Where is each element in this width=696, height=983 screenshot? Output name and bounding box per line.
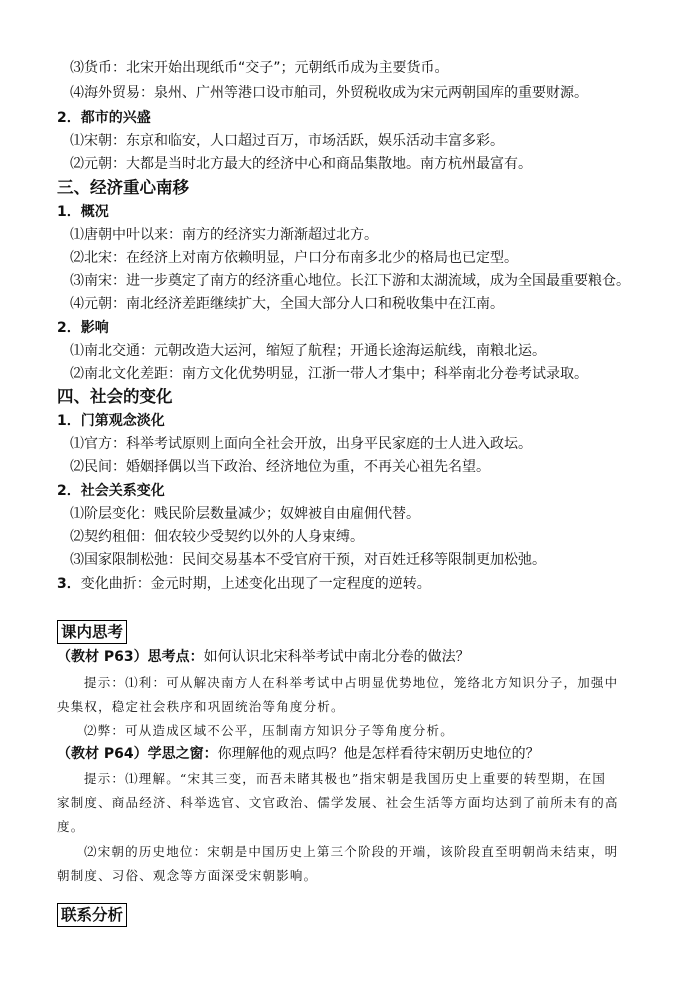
impact-heading: 2．影响 (57, 320, 109, 336)
relation-heading: 2．社会关系变化 (57, 483, 165, 499)
question-2-text: 你理解他的观点吗？他是怎样看待宋朝历史地位的？ (217, 746, 540, 762)
question-2-tag: （教材 P64）学思之窗： (57, 746, 218, 762)
question-2 (57, 744, 540, 764)
impact-line-2: ⑵南北文化差距：南方文化优势明显，江浙一带人才集中；科举南北分卷考试录取。 (70, 366, 588, 382)
section-heading-social: 四、社会的变化 (57, 387, 173, 406)
answer-1-line-3: ⑵弊：可从造成区域不公平，压制南方知识分子等角度分析。 (84, 723, 454, 738)
section-heading-shift: 三、经济重心南移 (57, 178, 189, 197)
gate-line-2: ⑵民间：婚姻择偶以当下政治、经济地位为重，不再关心祖先名望。 (70, 459, 490, 475)
answer-1-line-2: 央集权，稳定社会秩序和巩固统治等角度分析。 (57, 699, 345, 714)
overview-line-2: ⑵北宋：在经济上对南方依赖明显，户口分布南多北少的格局也已定型。 (70, 250, 518, 266)
impact-line-1: ⑴南北交通：元朝改造大运河，缩短了航程；开通长途海运航线，南粮北运。 (70, 343, 546, 359)
twist-text: 变化曲折：金元时期，上述变化出现了一定程度的逆转。 (80, 576, 431, 592)
answer-2-line-1: 提示：⑴理解。“宋其三变，而吾未睹其极也”指宋朝是我国历史上重要的转型期，在国 (84, 771, 607, 786)
overview-line-1: ⑴唐朝中叶以来：南方的经济实力渐渐超过北方。 (70, 227, 378, 243)
think-box-label: 课内思考 (57, 620, 127, 644)
cities-heading: 2．都市的兴盛 (57, 110, 151, 126)
question-1-text: 如何认识北宋科举考试中南北分卷的做法？ (203, 649, 470, 665)
answer-1-line-1: 提示：⑴利：可从解决南方人在科举考试中占明显优势地位，笼络北方知识分子，加强中 (84, 675, 619, 690)
twist-line: 3．变化曲折：金元时期，上述变化出现了一定程度的逆转。 (57, 576, 431, 592)
question-1 (57, 647, 470, 667)
currency-line: ⑶货币：北宋开始出现纸币“交子”；元朝纸币成为主要货币。 (70, 60, 449, 76)
answer-2-line-5: 朝制度、习俗、观念等方面深受宋朝影响。 (57, 868, 318, 883)
cities-song-line: ⑴宋朝：东京和临安，人口超过百万，市场活跃，娱乐活动丰富多彩。 (70, 133, 504, 149)
gate-heading: 1．门第观念淡化 (57, 413, 165, 429)
gate-line-1: ⑴官方：科举考试原则上面向全社会开放，出身平民家庭的士人进入政坛。 (70, 436, 532, 452)
relation-line-3: ⑶国家限制松弛：民间交易基本不受官府干预，对百姓迁移等限制更加松弛。 (70, 552, 546, 568)
answer-2-line-4: ⑵宋朝的历史地位：宋朝是中国历史上第三个阶段的开端，该阶段直至明朝尚未结束，明 (84, 844, 619, 859)
cities-yuan-line: ⑵元朝：大都是当时北方最大的经济中心和商品集散地。南方杭州最富有。 (70, 156, 532, 172)
relation-line-1: ⑴阶层变化：贱民阶层数量减少；奴婢被自由雇佣代替。 (70, 506, 420, 522)
overview-line-4: ⑷元朝：南北经济差距继续扩大，全国大部分人口和税收集中在江南。 (70, 296, 504, 312)
relation-line-2: ⑵契约租佃：佃农较少受契约以外的人身束缚。 (70, 529, 364, 545)
overseas-trade-line: ⑷海外贸易：泉州、广州等港口设市舶司，外贸税收成为宋元两朝国库的重要财源。 (70, 85, 588, 101)
overview-line-3: ⑶南宋：进一步奠定了南方的经济重心地位。长江下游和太湖流域，成为全国最重要粮仓。 (70, 273, 630, 289)
answer-2-line-3: 度。 (57, 819, 85, 834)
overview-heading: 1．概况 (57, 204, 109, 220)
answer-2-line-2: 家制度、商品经济、科举选官、文官政治、儒学发展、社会生活等方面均达到了前所未有的高 (57, 795, 619, 810)
question-1-tag: （教材 P63）思考点： (57, 649, 204, 665)
link-box-label: 联系分析 (57, 903, 127, 927)
